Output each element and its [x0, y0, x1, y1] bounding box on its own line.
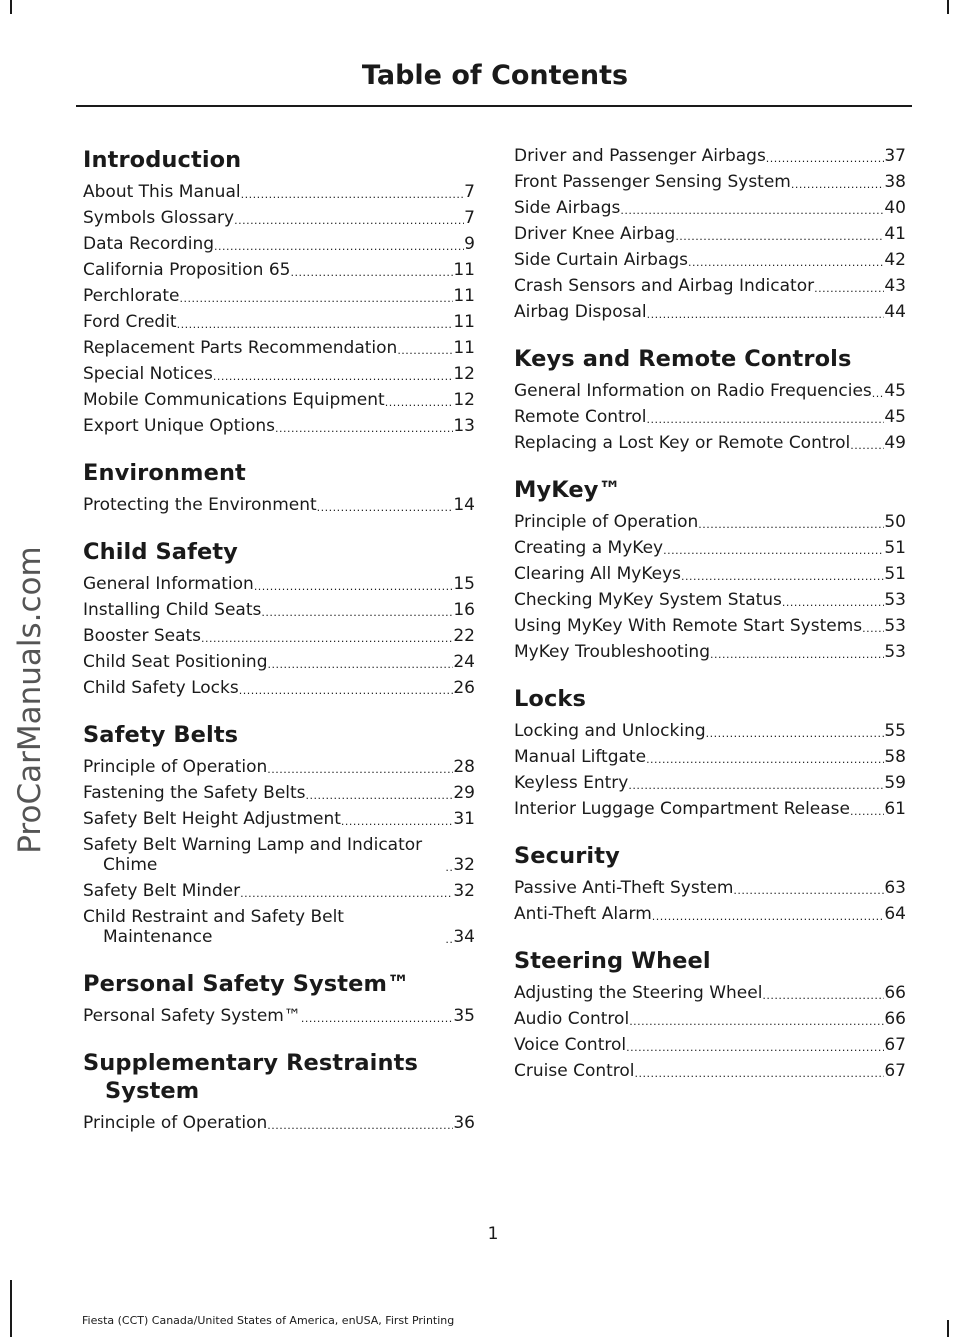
footer-text: Fiesta (CCT) Canada/United States of America, enUSA, First Printing [82, 1314, 455, 1327]
toc-entry-page: 11 [453, 286, 475, 306]
toc-entry-page: 41 [884, 224, 906, 244]
toc-entry[interactable] [514, 590, 906, 610]
dot-leader [268, 658, 454, 672]
section-heading: Personal Safety System™ [83, 971, 410, 997]
dot-leader [706, 727, 885, 741]
dot-leader [814, 282, 884, 296]
page-number [0, 1224, 960, 1244]
toc-entry-page: 7 [464, 208, 475, 228]
toc-entry[interactable] [83, 182, 475, 202]
toc-column-left [83, 146, 475, 1156]
dot-leader [214, 240, 464, 254]
dot-leader [628, 779, 884, 793]
dot-leader [341, 815, 453, 829]
toc-section [83, 146, 475, 436]
toc-entry[interactable] [514, 512, 906, 532]
toc-entry-page: 11 [453, 338, 475, 358]
toc-entry-page: 66 [884, 1009, 906, 1029]
toc-entry-title: Remote Control [514, 407, 647, 427]
toc-entry-title: Driver and Passenger Airbags [514, 146, 766, 166]
dot-leader [234, 214, 464, 228]
toc-entry-page: 42 [884, 250, 906, 270]
dot-leader [791, 178, 884, 192]
toc-entry-page: 67 [884, 1035, 906, 1055]
dot-leader [306, 789, 454, 803]
header-rule [76, 105, 912, 107]
toc-entry[interactable] [83, 1113, 475, 1133]
dot-leader [647, 308, 885, 322]
toc-entry-title: General Information on Radio Frequencies [514, 381, 872, 401]
toc-entry-page: 58 [884, 747, 906, 767]
dot-leader [317, 501, 454, 515]
toc-entry[interactable] [514, 799, 906, 819]
toc-entry[interactable] [514, 198, 906, 218]
section-heading: Steering Wheel [514, 948, 711, 974]
toc-entry-page: 35 [453, 1006, 475, 1026]
toc-entry[interactable] [514, 1061, 906, 1081]
toc-entry-page: 7 [464, 182, 475, 202]
dot-leader [180, 292, 454, 306]
dot-leader [239, 684, 454, 698]
toc-entry-title: Safety Belt Minder [83, 881, 241, 901]
toc-entry-title: Export Unique Options [83, 416, 276, 436]
dot-leader [681, 570, 884, 584]
toc-entry[interactable] [83, 416, 475, 436]
toc-section [514, 685, 906, 819]
dot-leader [646, 413, 884, 427]
toc-entry[interactable] [514, 302, 906, 322]
toc-entry-page: 55 [884, 721, 906, 741]
toc-entry-page: 12 [453, 390, 475, 410]
toc-entry-title: Audio Control [514, 1009, 630, 1029]
toc-entry[interactable] [83, 1006, 475, 1026]
toc-entry-title: Crash Sensors and Airbag Indicator [514, 276, 815, 296]
toc-entry-title: Side Airbags [514, 198, 621, 218]
toc-section [83, 970, 475, 1026]
toc-section [83, 459, 475, 515]
section-heading: Supplementary Restraints System [83, 1050, 418, 1104]
toc-entry[interactable] [514, 433, 906, 453]
dot-leader [620, 204, 884, 218]
toc-entry-title: Safety Belt Height Adjustment [83, 809, 341, 829]
toc-entry[interactable] [83, 809, 475, 829]
toc-entry-title: Side Curtain Airbags [514, 250, 688, 270]
toc-entry[interactable] [514, 747, 906, 767]
toc-entry-page: 40 [884, 198, 906, 218]
toc-entry-title: California Proposition 65 [83, 260, 291, 280]
toc-entry[interactable] [514, 250, 906, 270]
toc-entry[interactable] [83, 208, 475, 228]
dot-leader [688, 256, 884, 270]
toc-section [83, 538, 475, 698]
dot-leader [710, 648, 884, 662]
toc-entry-title: Adjusting the Steering Wheel [514, 983, 763, 1003]
toc-entry-page: 26 [453, 678, 475, 698]
toc-entry[interactable] [83, 286, 475, 306]
toc-entry-page: 15 [453, 574, 475, 594]
section-heading: Introduction [83, 147, 242, 173]
dot-leader [177, 318, 454, 332]
toc-entry-title: Mobile Communications Equipment [83, 390, 385, 410]
toc-entry-title: Creating a MyKey [514, 538, 664, 558]
dot-leader [275, 422, 453, 436]
toc-entry[interactable] [83, 783, 475, 803]
section-heading: Keys and Remote Controls [514, 346, 852, 372]
toc-entry[interactable] [514, 381, 906, 401]
dot-leader [762, 989, 884, 1003]
toc-section [83, 721, 475, 947]
watermark [0, 0, 60, 1337]
section-heading: MyKey™ [514, 477, 622, 503]
dot-leader [733, 884, 884, 898]
toc-entry-page: 13 [453, 416, 475, 436]
toc-entry-page: 67 [884, 1061, 906, 1081]
toc-entry-title: Locking and Unlocking [514, 721, 706, 741]
toc-entry-page: 61 [884, 799, 906, 819]
dot-leader [241, 188, 465, 202]
dot-leader [201, 632, 453, 646]
toc-entry-title: Protecting the Environment [83, 495, 317, 515]
dot-leader [397, 344, 453, 358]
toc-entry[interactable] [514, 878, 906, 898]
dot-leader [254, 580, 454, 594]
toc-entry[interactable] [514, 407, 906, 427]
dot-leader [646, 753, 884, 767]
dot-leader [652, 910, 885, 924]
toc-entry-page: 14 [453, 495, 475, 515]
toc-entry-title: Principle of Operation [83, 1113, 268, 1133]
toc-entry-title: Keyless Entry [514, 773, 629, 793]
toc-entry-title: Booster Seats [83, 626, 202, 646]
toc-entry[interactable] [514, 773, 906, 793]
section-heading: Child Safety [83, 539, 238, 565]
toc-entry-page: 9 [464, 234, 475, 254]
toc-entry-page: 64 [884, 904, 906, 924]
toc-entry-title: Interior Luggage Compartment Release [514, 799, 850, 819]
dot-leader [872, 387, 885, 401]
toc-entry-page: 53 [884, 590, 906, 610]
toc-entry-title: Front Passenger Sensing System [514, 172, 791, 192]
toc-column-right [514, 146, 906, 1104]
toc-entry-page: 45 [884, 381, 906, 401]
toc-entry-page: 34 [453, 927, 475, 947]
toc-entry-title: Manual Liftgate [514, 747, 647, 767]
watermark-text: ProCarManuals.com [12, 546, 48, 854]
toc-entry[interactable] [83, 652, 475, 672]
toc-entry[interactable] [514, 904, 906, 924]
dot-leader [385, 396, 454, 410]
toc-entry-title: Installing Child Seats [83, 600, 262, 620]
toc-entry-page: 24 [453, 652, 475, 672]
toc-entry-title: Using MyKey With Remote Start Systems [514, 616, 863, 636]
page-number-text: 1 [487, 1224, 499, 1244]
toc-entry-title: Data Recording [83, 234, 215, 254]
dot-leader [698, 518, 884, 532]
dot-leader [240, 887, 453, 901]
toc-section [83, 1049, 475, 1133]
toc-entry-title: General Information [83, 574, 254, 594]
toc-entry[interactable] [83, 312, 475, 332]
toc-entry-page: 11 [453, 312, 475, 332]
dot-leader [782, 596, 884, 610]
toc-entry-page: 63 [884, 878, 906, 898]
toc-entry-page: 59 [884, 773, 906, 793]
toc-entry-page: 31 [453, 809, 475, 829]
toc-entry-title: Replacing a Lost Key or Remote Control [514, 433, 851, 453]
toc-entry-page: 32 [453, 881, 475, 901]
toc-entry[interactable] [83, 626, 475, 646]
toc-entry-title: Child Safety Locks [83, 678, 239, 698]
toc-entry-page: 11 [453, 260, 475, 280]
toc-entry[interactable] [514, 983, 906, 1003]
toc-entry[interactable] [514, 721, 906, 741]
dot-leader [663, 544, 884, 558]
toc-section [514, 345, 906, 453]
crop-mark [947, 0, 949, 14]
section-heading: Security [514, 843, 620, 869]
toc-entry-page: 51 [884, 538, 906, 558]
toc-entry-title: Anti-Theft Alarm [514, 904, 652, 924]
toc-entry-page: 49 [884, 433, 906, 453]
toc-entry[interactable] [83, 678, 475, 698]
toc-entry-page: 50 [884, 512, 906, 532]
toc-entry[interactable] [514, 538, 906, 558]
dot-leader [626, 1041, 884, 1055]
toc-entry[interactable] [514, 564, 906, 584]
toc-entry-title: Principle of Operation [514, 512, 699, 532]
toc-entry-title: Principle of Operation [83, 757, 268, 777]
section-heading: Safety Belts [83, 722, 239, 748]
toc-entry-title: Safety Belt Warning Lamp and Indicator Chime [83, 835, 423, 875]
dot-leader [675, 230, 884, 244]
toc-entry[interactable] [514, 642, 906, 662]
toc-entry-title: Voice Control [514, 1035, 627, 1055]
toc-entry-page: 53 [884, 642, 906, 662]
toc-entry[interactable] [83, 835, 475, 875]
dot-leader [261, 606, 453, 620]
toc-entry-title: Symbols Glossary [83, 208, 235, 228]
toc-entry-page: 12 [453, 364, 475, 384]
toc-entry-title: Airbag Disposal [514, 302, 647, 322]
toc-entry[interactable] [83, 364, 475, 384]
section-heading: Locks [514, 686, 586, 712]
toc-entry[interactable] [83, 260, 475, 280]
dot-leader [635, 1067, 885, 1081]
toc-entry-title: Child Seat Positioning [83, 652, 268, 672]
toc-entry-title: Driver Knee Airbag [514, 224, 676, 244]
toc-entry-title: Special Notices [83, 364, 213, 384]
toc-entry-title: Ford Credit [83, 312, 177, 332]
toc-entry-title: Child Restraint and Safety Belt Maintenance [83, 907, 344, 947]
toc-entry-page: 32 [453, 855, 475, 875]
toc-entry[interactable] [83, 574, 475, 594]
toc-section [514, 842, 906, 924]
toc-entry-page: 22 [453, 626, 475, 646]
toc-entry-page: 28 [453, 757, 475, 777]
toc-entry[interactable] [83, 338, 475, 358]
toc-section [514, 947, 906, 1081]
dot-leader [862, 622, 884, 636]
dot-leader [290, 266, 453, 280]
toc-entry[interactable] [514, 224, 906, 244]
toc-entry-title: About This Manual [83, 182, 241, 202]
dot-leader [267, 1119, 453, 1133]
toc-entry-title: Checking MyKey System Status [514, 590, 782, 610]
toc-entry[interactable] [83, 600, 475, 620]
toc-entry-page: 45 [884, 407, 906, 427]
toc-entry-title: Perchlorate [83, 286, 180, 306]
toc-entry-page: 53 [884, 616, 906, 636]
toc-entry[interactable] [514, 1009, 906, 1029]
toc-entry[interactable] [83, 881, 475, 901]
toc-entry[interactable] [514, 1035, 906, 1055]
toc-entry-title: MyKey Troubleshooting [514, 642, 710, 662]
toc-entry-title: Cruise Control [514, 1061, 635, 1081]
page-title [0, 60, 960, 91]
dot-leader [445, 861, 453, 875]
toc-entry[interactable] [514, 172, 906, 192]
toc-entry-page: 43 [884, 276, 906, 296]
toc-entry-page: 29 [453, 783, 475, 803]
toc-entry[interactable] [514, 276, 906, 296]
dot-leader [267, 763, 453, 777]
toc-entry-page: 66 [884, 983, 906, 1003]
page-title-text: Table of Contents [361, 60, 629, 91]
toc-entry-title: Clearing All MyKeys [514, 564, 682, 584]
toc-entry-page: 38 [884, 172, 906, 192]
toc-entry[interactable] [514, 146, 906, 166]
crop-mark [947, 1320, 949, 1337]
dot-leader [629, 1015, 884, 1029]
dot-leader [213, 370, 454, 384]
toc-entry-title: Passive Anti-Theft System [514, 878, 734, 898]
toc-entry-page: 44 [884, 302, 906, 322]
toc-entry-title: Personal Safety System™ [83, 1006, 301, 1026]
toc-entry[interactable] [83, 390, 475, 410]
dot-leader [766, 152, 885, 166]
toc-entry-page: 51 [884, 564, 906, 584]
dot-leader [301, 1012, 454, 1026]
dot-leader [850, 805, 884, 819]
toc-entry[interactable] [514, 616, 906, 636]
section-heading: Environment [83, 460, 246, 486]
dot-leader [445, 933, 453, 947]
toc-entry-title: Replacement Parts Recommendation [83, 338, 398, 358]
toc-entry-page: 36 [453, 1113, 475, 1133]
toc-entry-page: 16 [453, 600, 475, 620]
toc-section [514, 476, 906, 662]
toc-entry[interactable] [83, 757, 475, 777]
toc-entry[interactable] [83, 495, 475, 515]
toc-entry[interactable] [83, 234, 475, 254]
toc-entry-page: 37 [884, 146, 906, 166]
toc-entry-title: Fastening the Safety Belts [83, 783, 306, 803]
dot-leader [850, 439, 884, 453]
toc-entry[interactable] [83, 907, 475, 947]
toc-section [514, 146, 906, 322]
